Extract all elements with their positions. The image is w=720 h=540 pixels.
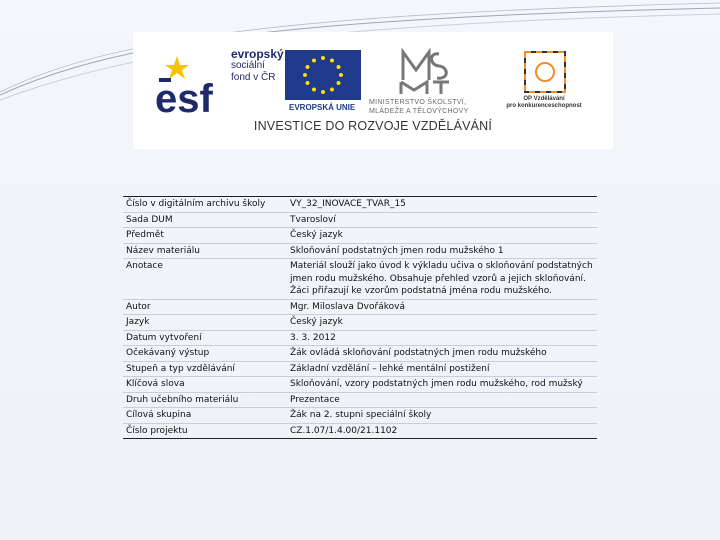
op-label	[499, 96, 589, 110]
op-line-1: OP Vzdělávání	[523, 96, 565, 102]
table-row	[123, 361, 597, 377]
row-key: Datum vytvoření	[126, 332, 202, 343]
op-line-2: pro konkurenceschopnost	[506, 103, 582, 109]
table-row	[123, 423, 597, 439]
table-row	[123, 346, 597, 362]
esf-logo-text	[231, 48, 284, 84]
row-value: Tvarosloví	[290, 214, 336, 225]
table-row	[123, 377, 597, 393]
row-value: Skloňování podstatných jmen rodu mužského 1	[290, 245, 504, 256]
row-key: Název materiálu	[126, 245, 200, 256]
row-value: Žák na 2. stupni speciální školy	[290, 410, 432, 420]
row-value: 3. 3. 2012	[290, 332, 336, 343]
metadata-table	[123, 196, 597, 439]
table-row	[123, 212, 597, 228]
table-row	[123, 259, 597, 300]
esf-line-3: fond v ČR	[231, 72, 276, 83]
row-value: Skloňování, vzory podstatných jmen rodu mužského, rod mužský	[290, 379, 583, 389]
table-row	[123, 228, 597, 244]
row-value: Mgr. Miloslava Dvořáková	[290, 301, 405, 312]
table-row	[123, 197, 597, 213]
row-key: Cílová skupina	[126, 410, 192, 420]
row-value: Prezentace	[290, 394, 340, 405]
row-key: Autor	[126, 301, 151, 312]
row-key: Druh učebního materiálu	[126, 394, 239, 405]
row-key: Stupeň a typ vzdělávání	[126, 363, 235, 374]
logo-banner	[133, 32, 613, 149]
row-value: Český jazyk	[290, 230, 343, 240]
esf-logo-icon	[155, 56, 213, 121]
table-row	[123, 315, 597, 331]
eu-label: EVROPSKÁ UNIE	[289, 103, 356, 112]
row-key: Předmět	[126, 230, 164, 240]
row-key: Klíčová slova	[126, 379, 185, 389]
msmt-line-2: MLÁDEŽE A TĚLOVÝCHOVY	[369, 108, 469, 115]
table-row	[123, 243, 597, 259]
table-row	[123, 330, 597, 346]
row-value: Materiál slouží jako úvod k výkladu učiva o skloňování podstatných jmen rodu mužského. Obsahuje přehled vzorů a jejich skloňování. Žáci přiřazují ke vzorům podstatná jména rodu mužského.	[290, 261, 593, 296]
op-logo-icon	[525, 52, 565, 92]
row-value: Český jazyk	[290, 317, 343, 327]
table-row	[123, 392, 597, 408]
row-key: Anotace	[126, 261, 163, 271]
row-value: VY_32_INOVACE_TVAR_15	[290, 199, 406, 209]
row-value: Základní vzdělání – lehké mentální postižení	[290, 363, 490, 374]
banner-title: INVESTICE DO ROZVOJE VZDĚLÁVÁNÍ	[253, 119, 493, 133]
table-row	[123, 299, 597, 315]
esf-line-2: sociální	[231, 60, 265, 71]
row-key: Číslo projektu	[126, 425, 188, 436]
eu-flag-icon	[285, 50, 361, 100]
row-value: Žák ovládá skloňování podstatných jmen rodu mužského	[290, 348, 547, 358]
row-key: Očekávaný výstup	[126, 348, 210, 358]
row-key: Sada DUM	[126, 214, 173, 225]
row-key: Číslo v digitálním archivu školy	[126, 199, 266, 209]
msmt-line-1: MINISTERSTVO ŠKOLSTVÍ,	[369, 99, 467, 106]
row-value: CZ.1.07/1.4.00/21.1102	[290, 425, 398, 436]
svg-text:esf: esf	[155, 77, 213, 121]
esf-line-1: evropský	[231, 47, 284, 61]
table-row	[123, 408, 597, 424]
msmt-label	[369, 98, 469, 116]
msmt-logo-icon	[401, 52, 449, 94]
row-key: Jazyk	[126, 317, 150, 327]
